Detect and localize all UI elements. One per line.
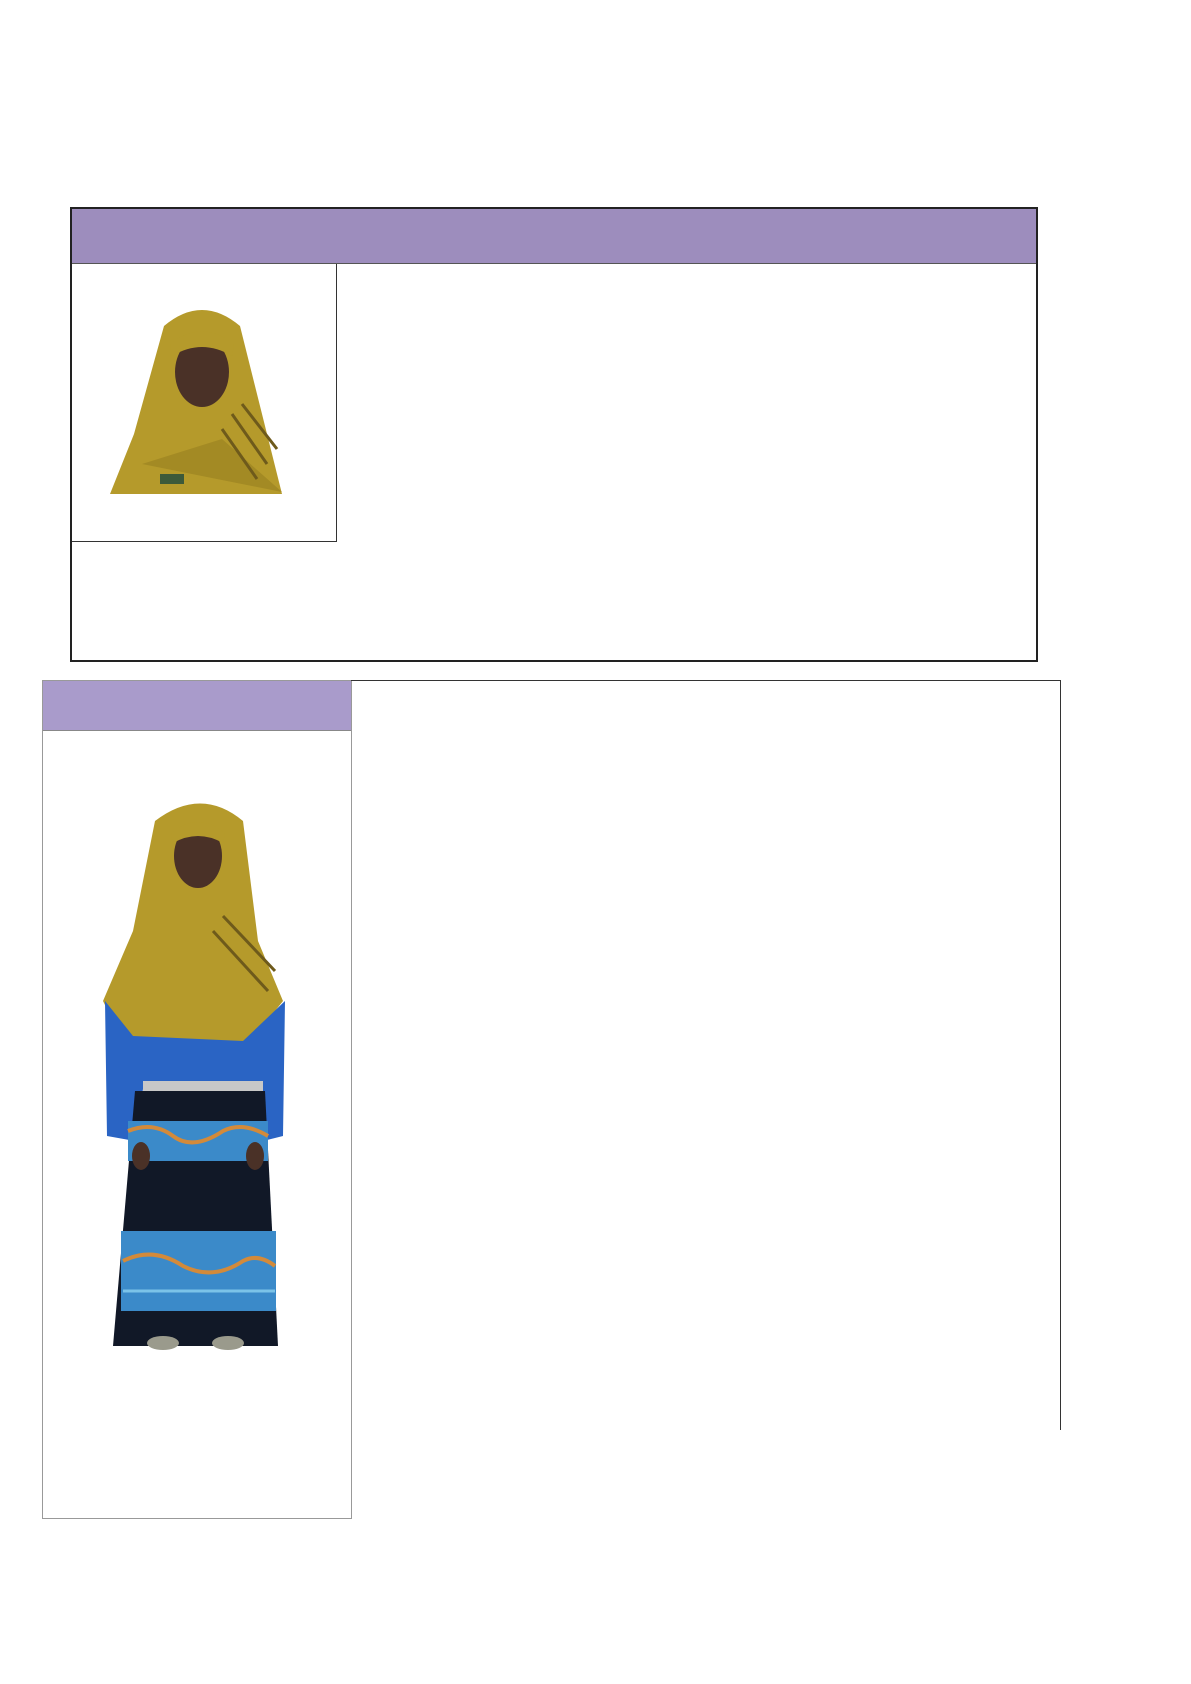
portrait-photo [72,264,337,542]
full-photo-panel [42,680,352,1519]
photo-section-title [43,681,351,731]
full-body-photo [93,791,303,1351]
employment-info-table [70,207,1038,662]
details-table [351,680,1061,1430]
portrait-image [72,264,334,540]
page-title [72,209,1036,264]
